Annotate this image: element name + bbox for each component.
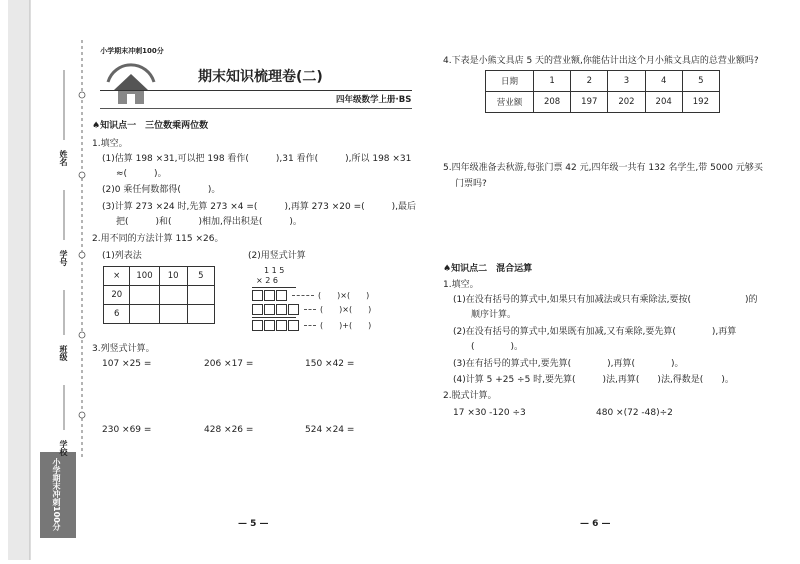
binding-decoration <box>0 0 100 560</box>
grade-label: 四年级数学上册·BS <box>336 95 412 105</box>
table-cell: 204 <box>645 92 682 113</box>
table-row-header: 20 <box>104 286 130 305</box>
vertical-multiplier: × 2 6 <box>256 276 278 285</box>
binding-field-school: 学校 <box>59 440 68 456</box>
title-rule <box>100 90 412 91</box>
section-heading-1-text: 知识点一 三位数乘两位数 <box>100 121 209 131</box>
section-heading-1: ♠知识点一 三位数乘两位数 <box>92 121 209 131</box>
p1-1-line2: 顺序计算。 <box>471 310 517 320</box>
q4-text: 4.下表是小熊文具店 5 天的营业额,你能估计出这个月小熊文具店的总营业额吗? <box>443 56 759 66</box>
list-method-table <box>103 266 215 324</box>
section-heading-2-text: 知识点二 混合运算 <box>451 264 533 274</box>
p1-4: (4)计算 5 +25 ÷5 时,要先算( )法,再算( )法,得数是( )。 <box>453 375 734 385</box>
calc-item: 107 ×25 = <box>102 359 152 369</box>
p1-2-line1: (2)在没有括号的算式中,如果既有加减,又有乘除,要先算( ),再算 <box>453 327 737 337</box>
binding-brand: 小学期末冲刺100分 <box>52 458 61 531</box>
table-row <box>104 286 215 305</box>
logo <box>100 47 164 108</box>
page-number-right: — 6 — <box>580 519 611 529</box>
table-row <box>486 71 720 92</box>
q2-2-label: (2)用竖式计算 <box>248 251 306 261</box>
table-row <box>104 305 215 324</box>
binding-field-id: 学号 <box>59 250 68 266</box>
table-header-cell: 2 <box>571 71 608 92</box>
calc-item: 206 ×17 = <box>204 359 254 369</box>
table-row-header: 6 <box>104 305 130 324</box>
table-cell[interactable] <box>187 286 214 305</box>
table-header-cell: 3 <box>608 71 645 92</box>
table-cell: 202 <box>608 92 645 113</box>
table-cell: 192 <box>682 92 719 113</box>
calc-item: 524 ×24 = <box>305 425 355 435</box>
expr-item: 17 ×30 -120 ÷3 <box>453 408 526 418</box>
table-cell: 208 <box>534 92 571 113</box>
q5-line2: 门票吗? <box>455 179 487 189</box>
vertical-rule <box>252 317 296 318</box>
q1-1-line2: ≈( )。 <box>116 169 167 179</box>
table-header-cell: 4 <box>645 71 682 92</box>
table-cell[interactable] <box>130 305 159 324</box>
p1-2-line2: ( )。 <box>471 342 524 352</box>
table-cell[interactable] <box>159 305 187 324</box>
p1-1-line1: (1)在没有括号的算式中,如果只有加减法或只有乘除法,要按( )的 <box>453 295 758 305</box>
table-row <box>104 267 215 286</box>
q1-1-line1: (1)估算 198 ×31,可以把 198 看作( ),31 看作( ),所以 198 ×31 <box>102 154 412 164</box>
binding-field-name: 姓名 <box>59 150 68 166</box>
vertical-line-3: ( )+( ) <box>252 320 371 331</box>
q5-line1: 5.四年级准备去秋游,每张门票 42 元,四年级一共有 132 名学生,带 5000 元够买 <box>443 163 763 173</box>
calc-item: 428 ×26 = <box>204 425 254 435</box>
table-header-cell: 5 <box>187 267 214 286</box>
table-header-cell: 5 <box>682 71 719 92</box>
vertical-line-2: ( )×( ) <box>252 304 371 315</box>
q1-2: (2)0 乘任何数都得( )。 <box>102 185 221 195</box>
vertical-rule <box>252 287 296 288</box>
table-header-cell: 1 <box>534 71 571 92</box>
table-cell: 197 <box>571 92 608 113</box>
grade-rule <box>100 108 412 109</box>
binding-field-class: 班级 <box>59 345 68 361</box>
vertical-top: 1 1 5 <box>264 266 285 275</box>
q1-3-line1: (3)计算 273 ×24 时,先算 273 ×4 =( ),再算 273 ×20 =( ),最后 <box>102 202 416 212</box>
q1-label: 1.填空。 <box>92 139 128 149</box>
q3-label: 3.列竖式计算。 <box>92 344 155 354</box>
table-cell[interactable] <box>159 286 187 305</box>
calc-item: 230 ×69 = <box>102 425 152 435</box>
table-header-cell: 100 <box>130 267 159 286</box>
table-header-cell: × <box>104 267 130 286</box>
vertical-line-1: ( )×( ) <box>252 290 371 301</box>
page-title: 期末知识梳理卷(二) <box>198 69 323 85</box>
house-logo-icon <box>100 52 162 108</box>
table-row <box>486 92 720 113</box>
expr-item: 480 ×(72 -48)÷2 <box>596 408 673 418</box>
p1-3: (3)在有括号的算式中,要先算( ),再算( )。 <box>453 359 684 369</box>
revenue-table <box>485 70 720 113</box>
q2-label: 2.用不同的方法计算 115 ×26。 <box>92 234 224 244</box>
page-number-left: — 5 — <box>238 519 269 529</box>
logo-text: 小学期末冲刺100分 <box>100 47 164 55</box>
calc-item: 150 ×42 = <box>305 359 355 369</box>
section-heading-2: ♠知识点二 混合运算 <box>443 264 533 274</box>
table-row-header: 营业额 <box>486 92 534 113</box>
p1-label: 1.填空。 <box>443 280 479 290</box>
p2-label: 2.脱式计算。 <box>443 391 497 401</box>
table-cell[interactable] <box>130 286 159 305</box>
table-cell[interactable] <box>187 305 214 324</box>
vertical-calc <box>252 266 371 331</box>
q2-1-label: (1)列表法 <box>102 251 142 261</box>
table-header-cell: 10 <box>159 267 187 286</box>
table-header-cell: 日期 <box>486 71 534 92</box>
binding-strip <box>0 0 100 560</box>
q1-3-line2: 把( )和( )相加,得出积是( )。 <box>116 217 302 227</box>
